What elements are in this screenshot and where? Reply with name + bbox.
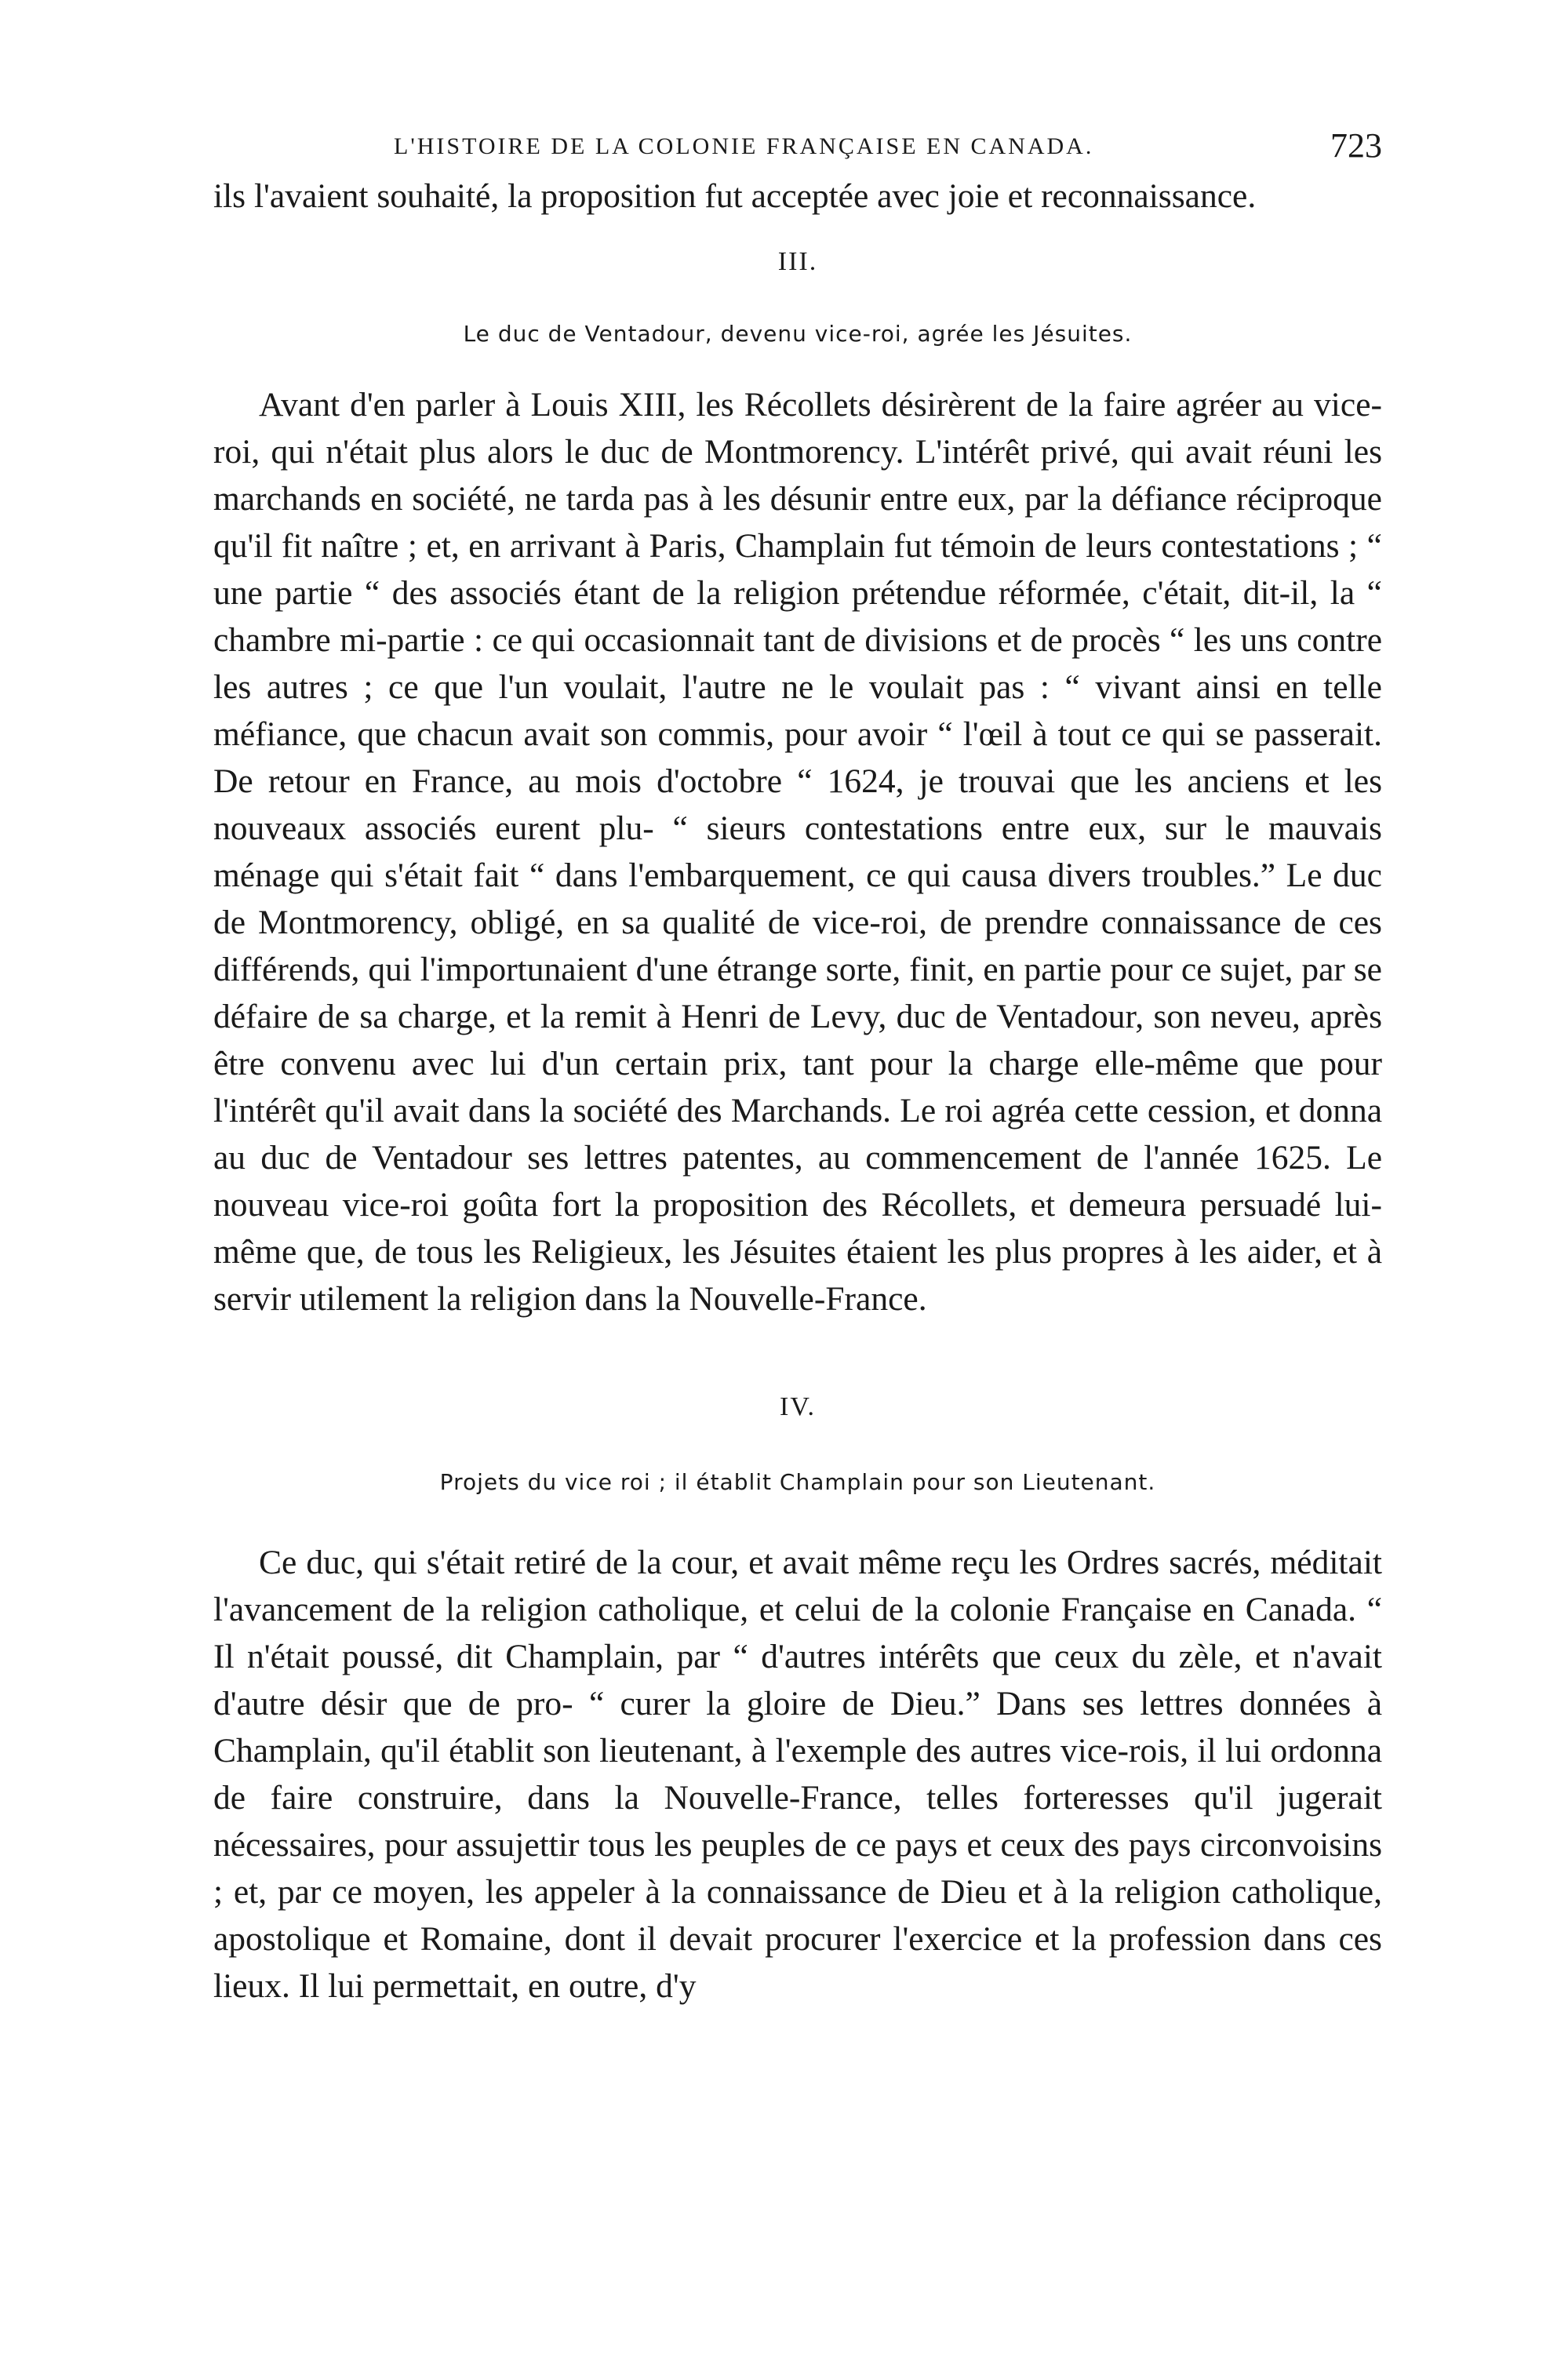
section-numeral: IV.: [780, 1392, 816, 1421]
book-page: [213, 125, 1382, 2010]
running-title: L'HISTOIRE DE LA COLONIE FRANÇAISE EN CANADA.: [394, 133, 1094, 159]
intro-paragraph: ils l'avaient souhaité, la proposition fut acceptée avec joie et reconnaissance.: [213, 177, 1257, 215]
section-paragraph: Avant d'en parler à Louis XIII, les Récollets désirèrent de la faire agréer au vice-roi, qui n'était plus alors le duc de Montmorency. L'intérêt privé, qui avait réuni les marchands en société, ne tarda pas à les désunir entre eux, par la défiance réciproque qu'il fit naître ; et, en arrivant à Paris, Champlain fut témoin de leurs contestations ; “ une partie “ des associés étant de la religion prétendue réformée, c'était, dit-il, la “ chambre mi-partie : ce qui occasionnait tant de divisions et de procès “ les uns contre les autres ; ce que l'un voulait, l'autre ne le voulait pas : “ vivant ainsi en telle méfiance, que chacun avait son commis, pour avoir “ l'œil à tout ce qui se passerait. De retour en France, au mois d'octobre “ 1624, je trouvai que les anciens et les nouveaux associés eurent plu- “ sieurs contestations entre eux, sur le mauvais ménage qui s'était fait “ dans l'embarquement, ce qui causa divers troubles.” Le duc de Montmorency, obligé, en sa qualité de vice-roi, de prendre connaissance de ces différends, qui l'importunaient d'une étrange sorte, finit, en partie pour ce sujet, par se défaire de sa charge, et la remit à Henri de Levy, duc de Ventadour, son neveu, après être convenu avec lui d'un certain prix, tant pour la charge elle-même que pour l'intérêt qu'il avait dans la société des Marchands. Le roi agréa cette cession, et donna au duc de Ventadour ses lettres patentes, au commencement de l'année 1625. Le nouveau vice-roi goûta fort la proposition des Récollets, et demeura persuadé lui-même que, de tous les Religieux, les Jésuites étaient les plus propres à les aider, et à servir utilement la religion dans la Nouvelle-France.: [213, 386, 1382, 1318]
section-numeral: III.: [777, 247, 818, 276]
page-number: 723: [1330, 126, 1382, 165]
section-caption: Le duc de Ventadour, devenu vice-roi, agrée les Jésuites.: [463, 321, 1133, 347]
running-head: [213, 125, 1382, 173]
section-paragraph: Ce duc, qui s'était retiré de la cour, et avait même reçu les Ordres sacrés, méditait l'avancement de la religion catholique, et celui de la colonie Française en Canada. “ Il n'était poussé, dit Champlain, par “ d'autres intérêts que ceux du zèle, et n'avait d'autre désir que de pro- “ curer la gloire de Dieu.” Dans ses lettres données à Champlain, qu'il établit son lieutenant, à l'exemple des autres vice-rois, il lui ordonna de faire construire, dans la Nouvelle-France, telles forteresses qu'il jugerait nécessaires, pour assujettir tous les peuples de ce pays et ceux des pays circonvoisins ; et, par ce moyen, les appeler à la connaissance de Dieu et à la religion catholique, apostolique et Romaine, dont il devait procurer l'exercice et la profession dans ces lieux. Il lui permettait, en outre, d'y: [213, 1544, 1382, 2005]
section-caption: Projets du vice roi ; il établit Champlain pour son Lieutenant.: [439, 1469, 1156, 1495]
